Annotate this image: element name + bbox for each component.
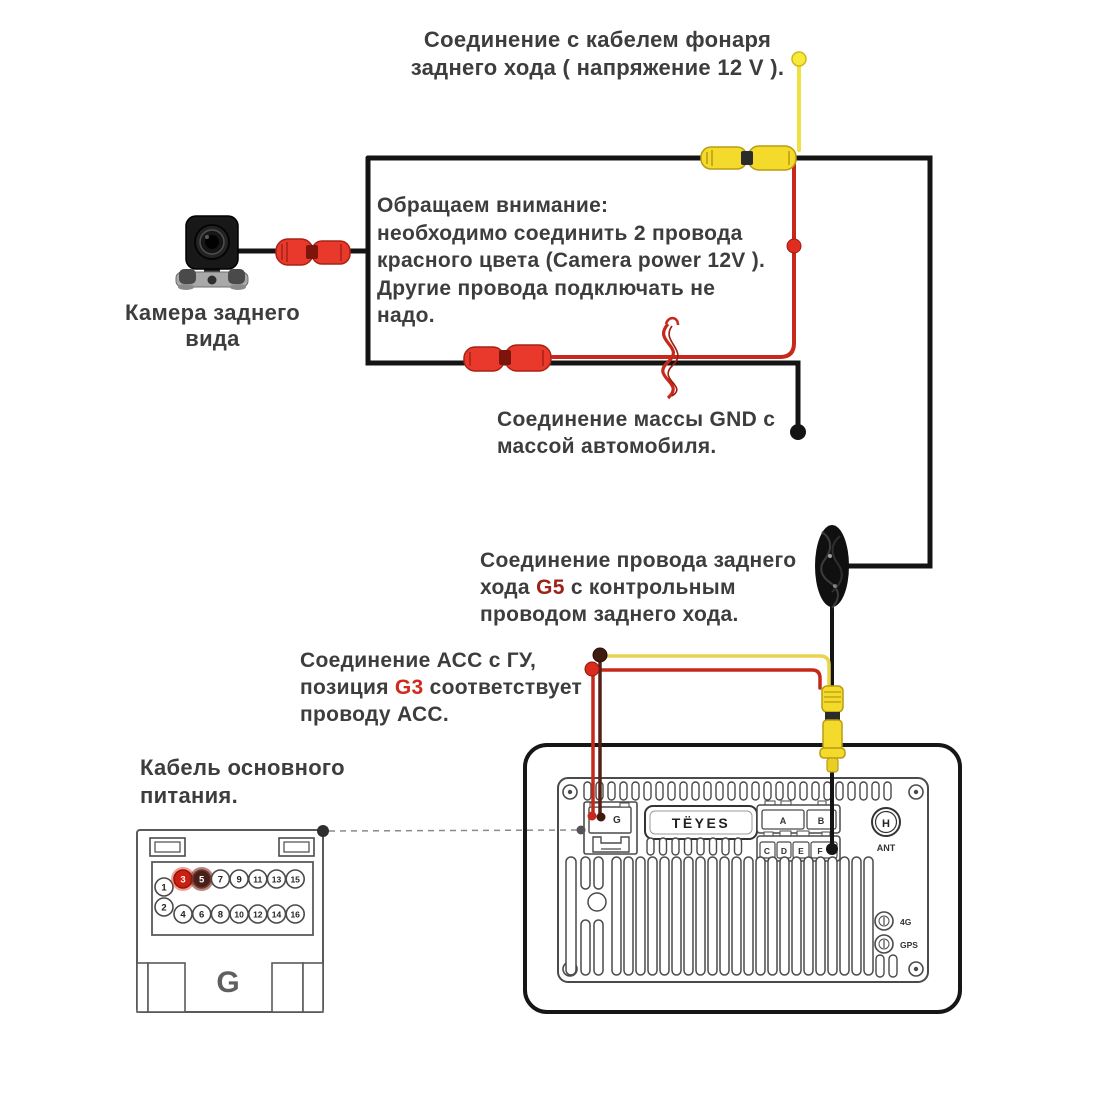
vent-slot <box>660 838 667 855</box>
vent-slot <box>636 857 645 975</box>
vent-slot <box>668 782 675 800</box>
acc-red-wire <box>597 670 820 688</box>
pin-label-12: 12 <box>253 909 263 920</box>
vent-slot <box>584 782 591 800</box>
g5-code: G5 <box>536 576 565 599</box>
vent-slot <box>672 857 681 975</box>
acc-red-point <box>585 662 599 676</box>
vent-slot <box>848 782 855 800</box>
pin-label-9: 9 <box>236 874 242 886</box>
label-camera: Камера заднего вида <box>124 300 301 351</box>
vent-slot <box>852 857 861 975</box>
port-f-label: F <box>817 846 823 856</box>
pin-label-3: 3 <box>180 874 186 886</box>
vent-slot <box>648 857 657 975</box>
vent-slot <box>744 857 753 975</box>
pin-label-5: 5 <box>199 874 205 886</box>
vent-slot <box>697 838 704 855</box>
vent-slot <box>768 857 777 975</box>
gps-label: GPS <box>900 940 918 950</box>
label-gnd: Соединение массы GND с массой автомобиля. <box>497 408 776 458</box>
vent-slot <box>624 857 633 975</box>
vent-slot <box>764 782 771 800</box>
head-unit <box>525 745 960 1012</box>
vent-slot <box>612 857 621 975</box>
power-connector <box>137 830 323 1012</box>
g3-code: G3 <box>394 676 424 699</box>
vent-slot <box>716 782 723 800</box>
port-g-label: G <box>613 815 621 826</box>
rca-red-power <box>464 345 551 371</box>
acc-maroon-point <box>593 648 607 662</box>
vent-slot <box>836 782 843 800</box>
vent-slot <box>756 857 765 975</box>
vent-slot <box>780 857 789 975</box>
vent-slot <box>722 838 729 855</box>
vent-slot <box>684 857 693 975</box>
label-g5: Соединение провода заднего хода G5 с контрольным проводом заднего хода. <box>480 549 797 626</box>
camera-power-point <box>787 239 801 253</box>
vent-slot <box>720 857 729 975</box>
brand-logo <box>645 806 757 839</box>
vent-slot <box>708 857 717 975</box>
vent-slot <box>644 782 651 800</box>
ant-label: ANT <box>876 843 896 853</box>
vent-slot <box>696 857 705 975</box>
vent-slot <box>860 782 867 800</box>
pin-label-7: 7 <box>217 874 224 886</box>
vent-slot <box>680 782 687 800</box>
vent-slot <box>647 838 654 855</box>
vent-slot <box>872 782 879 800</box>
port-ab-block <box>757 801 840 833</box>
vent-slot <box>816 857 825 975</box>
fourg-label: 4G <box>900 917 912 927</box>
rear-camera <box>176 216 248 290</box>
vent-slot <box>632 782 639 800</box>
vent-slot <box>884 782 891 800</box>
pin-label-6: 6 <box>199 909 205 921</box>
brand-text: TËYES <box>671 815 731 831</box>
port-a-label: A <box>779 816 787 826</box>
connector-g-label: G <box>216 966 240 999</box>
label-reverse-lamp: Соединение с кабелем фонаря заднего хода ( напряжение 12 V ). <box>410 27 785 80</box>
vent-slot <box>792 857 801 975</box>
gnd-point <box>790 424 806 440</box>
vent-slot <box>710 838 717 855</box>
port-c-label: C <box>763 846 771 856</box>
port-b-label: B <box>817 816 825 826</box>
pin-label-14: 14 <box>271 909 282 920</box>
rca-red-camera <box>276 239 350 265</box>
vent-slot <box>740 782 747 800</box>
vent-slot <box>812 782 819 800</box>
label-acc: Соединение АСС с ГУ, позиция G3 соответствует проводу АСС. <box>300 649 583 726</box>
vent-slot <box>752 782 759 800</box>
pin-label-1: 1 <box>161 882 167 894</box>
vent-slot <box>804 857 813 975</box>
port-h-label: H <box>882 818 890 830</box>
port-d-label: D <box>780 846 788 856</box>
pin-label-11: 11 <box>253 874 263 885</box>
vent-slot <box>735 838 742 855</box>
vent-slot <box>660 857 669 975</box>
rca-yellow-top <box>701 146 796 170</box>
pin-label-16: 16 <box>290 909 300 920</box>
pin-label-2: 2 <box>161 902 167 914</box>
vent-slot <box>656 782 663 800</box>
f-port-point <box>826 843 838 855</box>
pin-label-4: 4 <box>180 909 186 921</box>
vent-slot <box>685 838 692 855</box>
vent-slot <box>672 838 679 855</box>
label-attention: Обращаем внимание: необходимо соединить 2 провода красного цвета (Camera power 12V ). Другие провода подключать не надо. <box>377 194 766 327</box>
pin-label-15: 15 <box>290 874 300 885</box>
vent-slot <box>608 782 615 800</box>
vent-slot <box>800 782 807 800</box>
vent-slot <box>692 782 699 800</box>
vent-slot <box>732 857 741 975</box>
vent-slot <box>776 782 783 800</box>
pin-label-10: 10 <box>234 909 244 920</box>
vent-slot <box>728 782 735 800</box>
vent-slot <box>824 782 831 800</box>
pin-label-8: 8 <box>217 909 224 921</box>
cable-coil <box>815 525 849 608</box>
vent-slot <box>620 782 627 800</box>
vent-slot <box>704 782 711 800</box>
label-power-cable: Кабель основного питания. <box>140 755 345 808</box>
vent-slot <box>828 857 837 975</box>
pin-label-13: 13 <box>271 874 282 885</box>
port-e-label: E <box>798 846 804 856</box>
vent-slot <box>788 782 795 800</box>
vent-slot <box>864 857 873 975</box>
vent-slot <box>840 857 849 975</box>
